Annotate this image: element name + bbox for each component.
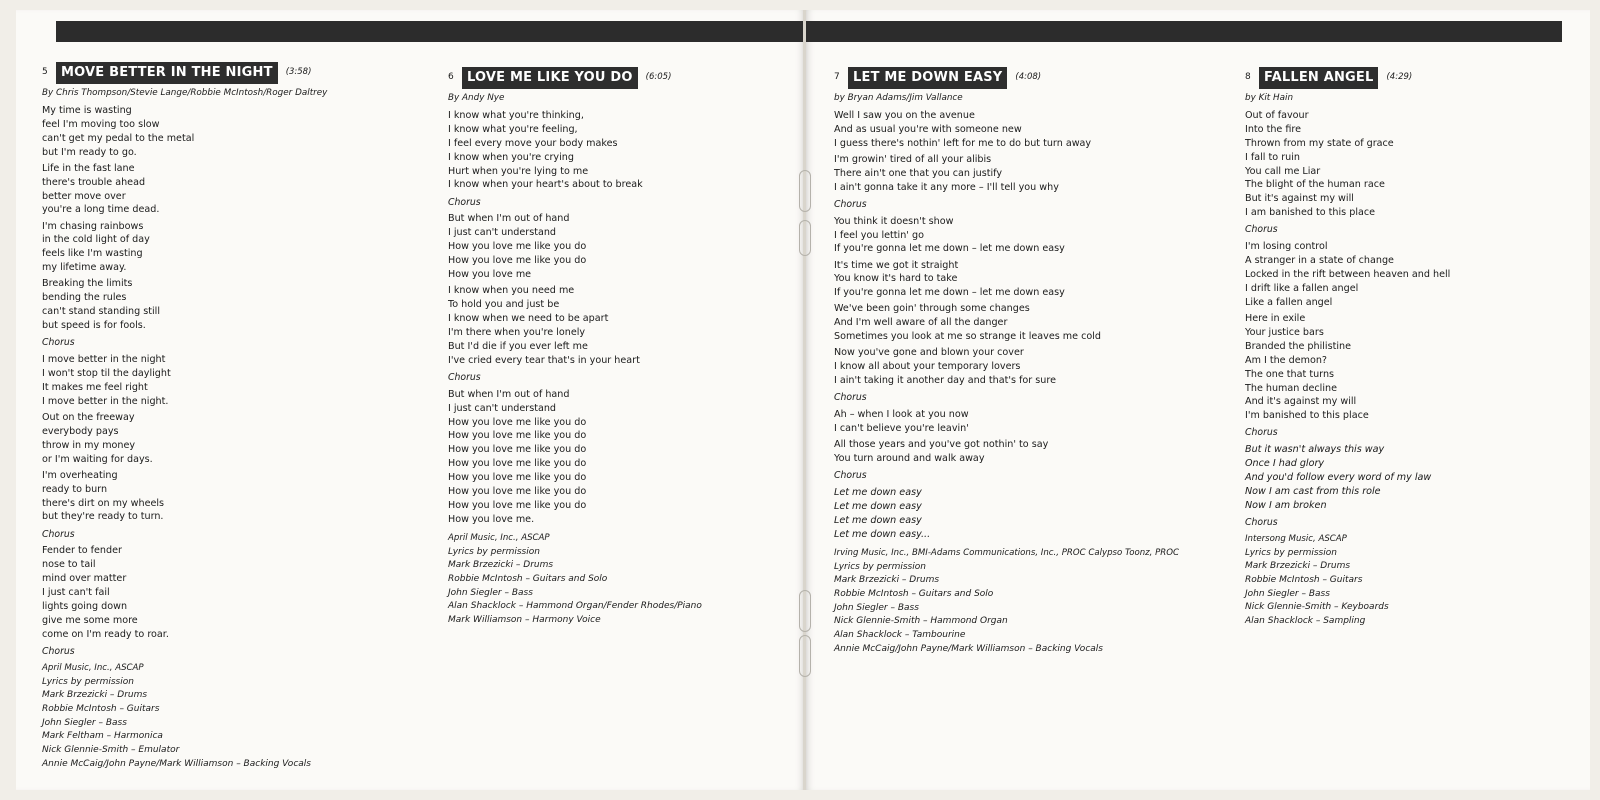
credit-line: Alan Shacklock – Hammond Organ/Fender Rhodes/Piano <box>448 601 702 612</box>
lyric-line: my lifetime away. <box>42 262 127 274</box>
header-bar <box>56 21 804 42</box>
lyric-line: I'm growin' tired of all your alibis <box>834 153 992 165</box>
lyric-line: How you love me like you do <box>448 499 587 511</box>
song-column <box>834 67 1214 657</box>
lyric-line: ready to burn <box>42 483 108 495</box>
lyric-line: Let me down easy <box>834 500 922 512</box>
lyric-line: throw in my money <box>42 439 136 451</box>
lyric-line: can't get my pedal to the metal <box>42 132 195 144</box>
credit-line: Lyrics by permission <box>448 546 540 557</box>
stanza-gap <box>1245 513 1600 515</box>
chorus-label: Chorus <box>42 528 75 540</box>
lyric-stanza <box>42 469 422 525</box>
track-number: 7 <box>834 72 840 83</box>
lyric-line: And you'd follow every word of my law <box>1245 472 1432 484</box>
lyric-line: but speed is for fools. <box>42 320 146 332</box>
lyric-line: lights going down <box>42 601 128 613</box>
lyric-line: Sometimes you look at me so strange it leaves me cold <box>834 331 1101 343</box>
track-number: 6 <box>448 72 454 83</box>
lyric-stanza <box>834 153 1214 195</box>
lyric-line: How you love me like you do <box>448 444 587 456</box>
staple <box>799 635 811 677</box>
credit-line: Robbie McIntosh – Guitars <box>1245 575 1363 586</box>
credit-line: Lyrics by permission <box>834 561 926 572</box>
lyric-line: I won't stop til the daylight <box>42 367 171 379</box>
credit-line: John Siegler – Bass <box>1245 588 1330 599</box>
lyric-line: I know when your heart's about to break <box>448 179 643 191</box>
credit-line: Mark Brzezicki – Drums <box>1245 561 1351 572</box>
lyric-line: To hold you and just be <box>448 299 560 311</box>
lyric-line: It's time we got it straight <box>834 259 959 271</box>
song-duration: (4:08) <box>1015 72 1042 83</box>
stanza-gap <box>834 466 1214 468</box>
credit-line: Nick Glennie-Smith – Emulator <box>42 745 180 756</box>
lyric-line: but they're ready to turn. <box>42 511 164 523</box>
lyric-line: I just can't understand <box>448 227 557 239</box>
stanza-gap <box>448 527 828 529</box>
song-credits <box>1245 533 1600 629</box>
credit-line: Robbie McIntosh – Guitars and Solo <box>448 574 608 585</box>
song-credits <box>834 547 1214 657</box>
chorus-label: Chorus <box>448 196 481 208</box>
lyric-line: mind over matter <box>42 573 127 585</box>
lyric-line: nose to tail <box>42 559 96 571</box>
lyric-line: Now I am cast from this role <box>1245 486 1381 498</box>
track-number: 8 <box>1245 72 1251 83</box>
lyric-line: can't stand standing still <box>42 306 160 318</box>
lyric-line: Branded the philistine <box>1245 340 1351 352</box>
lyric-stanza <box>834 302 1214 344</box>
lyric-line: bending the rules <box>42 292 127 304</box>
lyric-line: If you're gonna let me down – let me down easy <box>834 243 1065 255</box>
credit-line: Nick Glennie-Smith – Hammond Organ <box>834 616 1008 627</box>
lyric-line: I'm chasing rainbows <box>42 220 144 232</box>
stanza-gap <box>448 192 828 194</box>
lyric-line: everybody pays <box>42 425 119 437</box>
stanza-gap <box>42 642 422 644</box>
stanza-gap <box>1245 220 1600 222</box>
lyric-stanza <box>42 220 422 276</box>
stanza-gap <box>1245 423 1600 425</box>
song-header <box>448 67 828 89</box>
chorus-label: Chorus <box>834 198 867 210</box>
lyric-line: I just can't fail <box>42 587 110 599</box>
header-bar <box>806 21 1562 42</box>
lyric-line: How you love me like you do <box>448 255 587 267</box>
lyric-stanza <box>834 486 1214 542</box>
lyric-stanza <box>448 388 828 527</box>
lyric-stanza <box>834 215 1214 257</box>
lyric-line: My time is wasting <box>42 104 132 116</box>
stanza-gap <box>834 542 1214 544</box>
lyric-line: A stranger in a state of change <box>1245 255 1394 267</box>
lyric-stanza <box>42 277 422 333</box>
song-title: LOVE ME LIKE YOU DO <box>462 67 638 89</box>
lyric-stanza <box>834 408 1214 436</box>
lyric-line: I know what you're feeling, <box>448 123 578 135</box>
lyric-line: How you love me <box>448 269 532 281</box>
lyric-stanza <box>834 438 1214 466</box>
lyric-stanza <box>1245 443 1600 513</box>
lyric-line: I drift like a fallen angel <box>1245 282 1359 294</box>
chorus-label: Chorus <box>1245 517 1278 529</box>
lyric-line: I'm losing control <box>1245 241 1328 253</box>
song-writers: by Kit Hain <box>1245 93 1294 103</box>
lyric-line: Fender to fender <box>42 545 122 557</box>
lyric-line: But when I'm out of hand <box>448 388 570 400</box>
lyric-line: But it wasn't always this way <box>1245 444 1385 456</box>
lyric-stanza <box>834 109 1214 151</box>
credit-line: John Siegler – Bass <box>42 717 127 728</box>
stanza-gap <box>834 388 1214 390</box>
chorus-label: Chorus <box>1245 427 1278 439</box>
lyric-stanza <box>448 212 828 282</box>
lyric-line: Like a fallen angel <box>1245 296 1333 308</box>
song-header <box>42 62 422 84</box>
lyric-line: I can't believe you're leavin' <box>834 423 969 435</box>
lyric-line: And I'm well aware of all the danger <box>834 317 1008 329</box>
song-title: FALLEN ANGEL <box>1259 67 1378 89</box>
lyric-line: There ain't one that you can justify <box>834 167 1003 179</box>
chorus-label: Chorus <box>1245 224 1278 236</box>
song-writers: By Andy Nye <box>448 93 505 103</box>
credit-line: John Siegler – Bass <box>448 587 533 598</box>
lyric-stanza <box>1245 312 1600 423</box>
credit-line: Robbie McIntosh – Guitars and Solo <box>834 588 994 599</box>
lyric-line: If you're gonna let me down – let me down easy <box>834 287 1065 299</box>
lyric-line: How you love me like you do <box>448 416 587 428</box>
lyric-line: How you love me like you do <box>448 486 587 498</box>
lyric-line: How you love me like you do <box>448 472 587 484</box>
lyric-line: I guess there's nothin' left for me to do but turn away <box>834 137 1092 149</box>
credit-line: Alan Shacklock – Tambourine <box>834 630 966 641</box>
lyric-line: feels like I'm wasting <box>42 248 143 260</box>
song-column <box>448 67 828 628</box>
lyric-line: The one that turns <box>1245 368 1335 380</box>
credit-line: Mark Brzezicki – Drums <box>448 560 554 571</box>
song-header <box>1245 67 1600 89</box>
lyric-line: better move over <box>42 190 126 202</box>
lyric-line: give me some more <box>42 614 138 626</box>
lyric-line: And as usual you're with someone new <box>834 123 1022 135</box>
lyric-line: Out on the freeway <box>42 411 135 423</box>
lyric-line: Locked in the rift between heaven and hell <box>1245 269 1451 281</box>
lyric-stanza <box>42 353 422 409</box>
credit-line: Irving Music, Inc., BMI-Adams Communications, Inc., PROC Calypso Toonz, PROC <box>834 547 1180 558</box>
song-duration: (3:58) <box>285 67 312 78</box>
credit-line: April Music, Inc., ASCAP <box>42 662 144 673</box>
lyric-stanza <box>42 544 422 641</box>
lyric-line: Into the fire <box>1245 123 1302 135</box>
lyric-line: You call me Liar <box>1245 165 1321 177</box>
song-credits <box>42 662 422 772</box>
lyric-stanza <box>42 411 422 467</box>
lyric-line: It makes me feel right <box>42 381 148 393</box>
lyric-line: I move better in the night. <box>42 395 169 407</box>
lyric-line: I feel every move your body makes <box>448 137 618 149</box>
lyric-line: I know when you need me <box>448 285 575 297</box>
chorus-label: Chorus <box>448 371 481 383</box>
lyric-line: The blight of the human race <box>1245 179 1385 191</box>
lyric-line: I am banished to this place <box>1245 207 1376 219</box>
credit-line: Alan Shacklock – Sampling <box>1245 616 1366 627</box>
lyric-line: I fall to ruin <box>1245 151 1300 163</box>
credit-line: Nick Glennie-Smith – Keyboards <box>1245 602 1389 613</box>
lyric-line: I know all about your temporary lovers <box>834 361 1021 373</box>
credit-line: Annie McCaig/John Payne/Mark Williamson – Backing Vocals <box>42 758 311 769</box>
lyric-stanza <box>448 284 828 367</box>
lyric-line: come on I'm ready to roar. <box>42 628 169 640</box>
lyric-line: Out of favour <box>1245 109 1309 121</box>
lyric-line: The human decline <box>1245 382 1337 394</box>
lyric-stanza <box>834 346 1214 388</box>
credit-line: Annie McCaig/John Payne/Mark Williamson – Backing Vocals <box>834 643 1103 654</box>
lyric-line: I know when you're crying <box>448 151 574 163</box>
lyric-line: but I'm ready to go. <box>42 146 137 158</box>
lyric-line: How you love me like you do <box>448 458 587 470</box>
stanza-gap <box>834 195 1214 197</box>
song-duration: (6:05) <box>645 72 672 83</box>
lyric-stanza <box>42 162 422 218</box>
lyric-line: Ah – when I look at you now <box>834 409 969 421</box>
lyric-stanza <box>834 259 1214 301</box>
lyric-line: Breaking the limits <box>42 278 133 290</box>
lyric-line: Life in the fast lane <box>42 162 135 174</box>
stanza-gap <box>42 524 422 526</box>
chorus-label: Chorus <box>42 337 75 349</box>
lyric-line: Thrown from my state of grace <box>1245 137 1394 149</box>
credit-line: Mark Brzezicki – Drums <box>834 575 940 586</box>
credit-line: Lyrics by permission <box>42 676 134 687</box>
lyric-line: I ain't gonna take it any more – I'll tell you why <box>834 181 1059 193</box>
lyric-line: And it's against my will <box>1245 396 1357 408</box>
lyric-line: I ain't taking it another day and that's for sure <box>834 375 1056 387</box>
song-duration: (4:29) <box>1386 72 1413 83</box>
lyric-line: Now I am broken <box>1245 499 1327 511</box>
lyric-stanza <box>1245 240 1600 310</box>
song-writers: by Bryan Adams/Jim Vallance <box>834 93 963 103</box>
lyric-line: Let me down easy <box>834 514 922 526</box>
lyric-line: or I'm waiting for days. <box>42 453 153 465</box>
lyric-line: I feel you lettin' go <box>834 229 924 241</box>
song-writers: By Chris Thompson/Stevie Lange/Robbie McIntosh/Roger Daltrey <box>42 88 328 98</box>
lyric-line: You turn around and walk away <box>834 453 985 465</box>
lyric-line: I know what you're thinking, <box>448 109 584 121</box>
credit-line: Lyrics by permission <box>1245 547 1337 558</box>
lyric-line: How you love me. <box>448 513 535 525</box>
lyric-line: Hurt when you're lying to me <box>448 165 589 177</box>
lyric-line: I'm overheating <box>42 469 118 481</box>
lyric-line: But when I'm out of hand <box>448 213 570 225</box>
lyric-line: I just can't understand <box>448 402 557 414</box>
lyric-line: I know when we need to be apart <box>448 312 609 324</box>
lyric-line: You know it's hard to take <box>834 273 958 285</box>
chorus-label: Chorus <box>834 392 867 404</box>
song-title: MOVE BETTER IN THE NIGHT <box>56 62 278 84</box>
song-title: LET ME DOWN EASY <box>848 67 1007 89</box>
lyric-line: But I'd die if you ever left me <box>448 340 588 352</box>
lyric-line: there's dirt on my wheels <box>42 497 165 509</box>
lyric-line: I move better in the night <box>42 354 166 366</box>
lyric-line: Am I the demon? <box>1245 354 1328 366</box>
lyric-stanza <box>1245 109 1600 220</box>
credit-line: John Siegler – Bass <box>834 602 919 613</box>
lyric-line: Here in exile <box>1245 312 1306 324</box>
lyric-line: I'm banished to this place <box>1245 410 1369 422</box>
lyric-line: I'm there when you're lonely <box>448 326 586 338</box>
lyric-line: We've been goin' through some changes <box>834 303 1030 315</box>
lyric-line: in the cold light of day <box>42 234 150 246</box>
credit-line: Mark Feltham – Harmonica <box>42 731 163 742</box>
lyric-line: How you love me like you do <box>448 241 587 253</box>
credit-line: Mark Brzezicki – Drums <box>42 690 148 701</box>
lyric-line: feel I'm moving too slow <box>42 118 160 130</box>
lyric-stanza <box>42 104 422 160</box>
lyric-line: Let me down easy... <box>834 528 931 540</box>
chorus-label: Chorus <box>834 470 867 482</box>
song-column <box>42 62 422 771</box>
lyric-line: there's trouble ahead <box>42 176 146 188</box>
lyric-line: Once I had glory <box>1245 458 1325 470</box>
credit-line: Mark Williamson – Harmony Voice <box>448 615 601 626</box>
lyric-line: How you love me like you do <box>448 430 587 442</box>
track-number: 5 <box>42 67 48 78</box>
lyric-line: Your justice bars <box>1245 326 1324 338</box>
chorus-label: Chorus <box>42 645 75 657</box>
lyric-stanza <box>448 109 828 192</box>
credit-line: Robbie McIntosh – Guitars <box>42 703 160 714</box>
lyric-line: you're a long time dead. <box>42 204 160 216</box>
song-header <box>834 67 1214 89</box>
lyric-line: I've cried every tear that's in your heart <box>448 354 640 366</box>
lyric-line: Now you've gone and blown your cover <box>834 347 1024 359</box>
stanza-gap <box>448 368 828 370</box>
lyric-line: Let me down easy <box>834 487 922 499</box>
lyric-line: You think it doesn't show <box>834 215 954 227</box>
stanza-gap <box>42 333 422 335</box>
lyric-line: All those years and you've got nothin' to say <box>834 439 1049 451</box>
lyric-line: Well I saw you on the avenue <box>834 109 975 121</box>
credit-line: Intersong Music, ASCAP <box>1245 533 1347 544</box>
credit-line: April Music, Inc., ASCAP <box>448 532 550 543</box>
song-credits <box>448 532 828 628</box>
song-column <box>1245 67 1600 629</box>
lyric-line: But it's against my will <box>1245 193 1354 205</box>
